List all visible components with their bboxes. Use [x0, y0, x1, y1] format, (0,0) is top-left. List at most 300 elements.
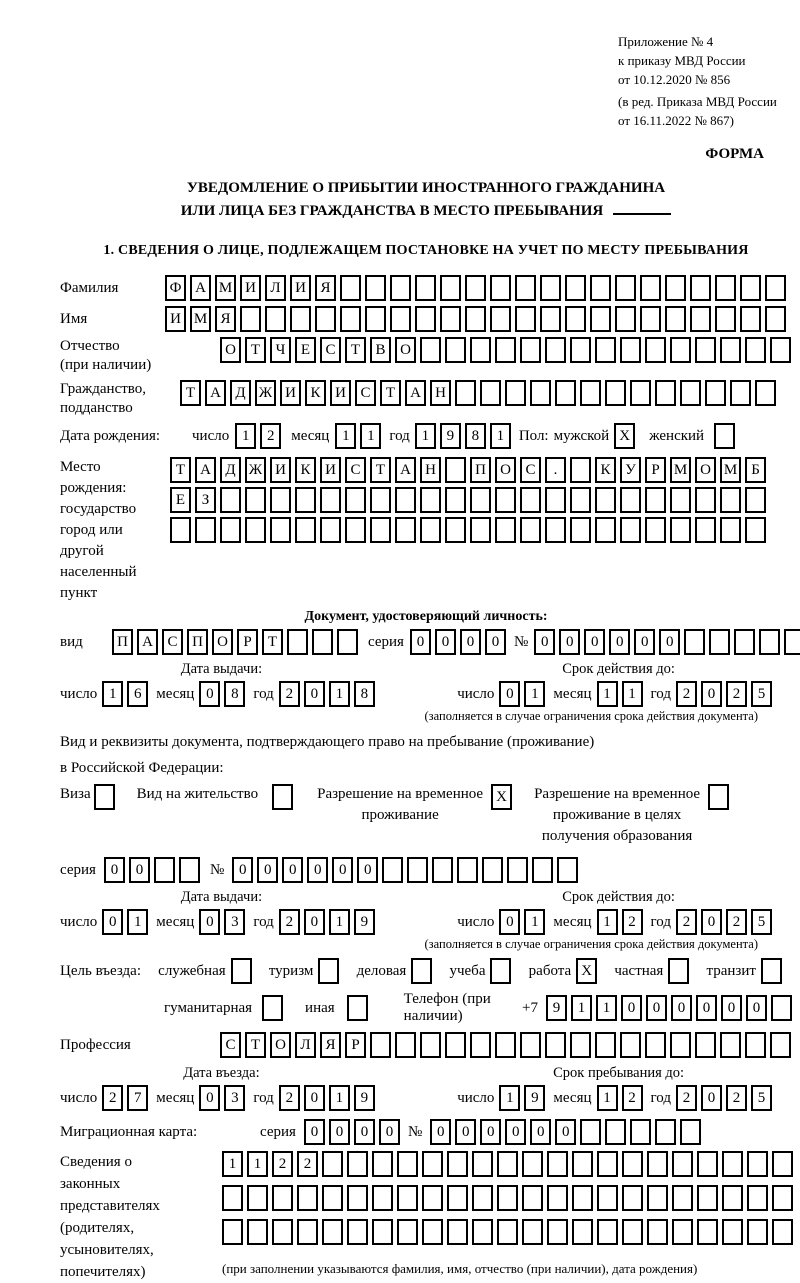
stay-day-cells[interactable]	[499, 1085, 545, 1111]
char-cell[interactable]	[595, 517, 616, 543]
char-cell[interactable]: 0	[199, 1085, 220, 1111]
char-cell[interactable]	[672, 1151, 693, 1177]
char-cell[interactable]	[680, 380, 701, 406]
char-cell[interactable]	[265, 306, 286, 332]
char-cell[interactable]	[540, 306, 561, 332]
issue-day-cells[interactable]	[102, 681, 148, 707]
char-cell[interactable]: И	[320, 457, 341, 483]
char-cell[interactable]	[420, 517, 441, 543]
char-cell[interactable]	[220, 517, 241, 543]
char-cell[interactable]: 1	[335, 423, 356, 449]
char-cell[interactable]: 1	[597, 681, 618, 707]
visa-checkbox[interactable]	[94, 784, 115, 810]
char-cell[interactable]: П	[187, 629, 208, 655]
char-cell[interactable]	[470, 1032, 491, 1058]
char-cell[interactable]	[695, 487, 716, 513]
char-cell[interactable]	[570, 1032, 591, 1058]
char-cell[interactable]: 2	[622, 909, 643, 935]
char-cell[interactable]	[245, 517, 266, 543]
char-cell[interactable]: 2	[622, 1085, 643, 1111]
char-cell[interactable]	[595, 487, 616, 513]
char-cell[interactable]: 0	[696, 995, 717, 1021]
char-cell[interactable]: 2	[272, 1151, 293, 1177]
char-cell[interactable]	[347, 1151, 368, 1177]
char-cell[interactable]	[630, 380, 651, 406]
char-cell[interactable]	[515, 275, 536, 301]
char-cell[interactable]: 9	[524, 1085, 545, 1111]
char-cell[interactable]: 1	[597, 1085, 618, 1111]
char-cell[interactable]: 0	[721, 995, 742, 1021]
char-cell[interactable]: 1	[329, 1085, 350, 1111]
char-cell[interactable]: Я	[215, 306, 236, 332]
char-cell[interactable]: 0	[555, 1119, 576, 1145]
char-cell[interactable]	[370, 487, 391, 513]
char-cell[interactable]: Л	[295, 1032, 316, 1058]
char-cell[interactable]: В	[370, 337, 391, 363]
char-cell[interactable]	[370, 1032, 391, 1058]
char-cell[interactable]	[547, 1185, 568, 1211]
char-cell[interactable]	[747, 1151, 768, 1177]
char-cell[interactable]	[520, 337, 541, 363]
char-cell[interactable]	[179, 857, 200, 883]
char-cell[interactable]: 0	[584, 629, 605, 655]
char-cell[interactable]	[759, 629, 780, 655]
char-cell[interactable]	[422, 1219, 443, 1245]
char-cell[interactable]: 8	[465, 423, 486, 449]
char-cell[interactable]: 9	[546, 995, 567, 1021]
char-cell[interactable]: Ж	[245, 457, 266, 483]
char-cell[interactable]: 5	[751, 909, 772, 935]
purpose-study-checkbox-cell[interactable]	[490, 958, 511, 984]
purpose-tourism-checkbox-cell[interactable]	[318, 958, 339, 984]
char-cell[interactable]: Т	[245, 337, 266, 363]
residence-valid-day-cells[interactable]	[499, 909, 545, 935]
char-cell[interactable]	[390, 306, 411, 332]
char-cell[interactable]: Я	[320, 1032, 341, 1058]
representatives-row-2[interactable]	[222, 1185, 793, 1211]
char-cell[interactable]: 0	[332, 857, 353, 883]
char-cell[interactable]: У	[620, 457, 641, 483]
purpose-work-checkbox-cell[interactable]: X	[576, 958, 597, 984]
char-cell[interactable]	[715, 275, 736, 301]
birth-day-cells[interactable]	[235, 423, 281, 449]
char-cell[interactable]: О	[495, 457, 516, 483]
char-cell[interactable]	[222, 1219, 243, 1245]
char-cell[interactable]: И	[165, 306, 186, 332]
char-cell[interactable]	[670, 487, 691, 513]
doc-kind-cells[interactable]	[112, 629, 358, 655]
char-cell[interactable]	[495, 337, 516, 363]
char-cell[interactable]: 0	[499, 909, 520, 935]
char-cell[interactable]: 1	[524, 681, 545, 707]
char-cell[interactable]	[272, 1185, 293, 1211]
char-cell[interactable]	[445, 517, 466, 543]
char-cell[interactable]	[695, 337, 716, 363]
char-cell[interactable]: 1	[235, 423, 256, 449]
char-cell[interactable]	[222, 1185, 243, 1211]
char-cell[interactable]	[740, 306, 761, 332]
char-cell[interactable]: Е	[170, 487, 191, 513]
char-cell[interactable]: 0	[621, 995, 642, 1021]
char-cell[interactable]: Т	[380, 380, 401, 406]
char-cell[interactable]: А	[205, 380, 226, 406]
char-cell[interactable]	[507, 857, 528, 883]
char-cell[interactable]: Т	[245, 1032, 266, 1058]
char-cell[interactable]	[645, 1032, 666, 1058]
char-cell[interactable]: 0	[646, 995, 667, 1021]
char-cell[interactable]: 0	[357, 857, 378, 883]
char-cell[interactable]: 2	[260, 423, 281, 449]
char-cell[interactable]	[220, 487, 241, 513]
char-cell[interactable]: Я	[315, 275, 336, 301]
char-cell[interactable]	[720, 487, 741, 513]
char-cell[interactable]	[295, 487, 316, 513]
char-cell[interactable]	[565, 306, 586, 332]
char-cell[interactable]: 2	[102, 1085, 123, 1111]
char-cell[interactable]	[195, 517, 216, 543]
char-cell[interactable]	[722, 1219, 743, 1245]
entry-month-cells[interactable]	[199, 1085, 245, 1111]
char-cell[interactable]	[690, 306, 711, 332]
char-cell[interactable]	[470, 337, 491, 363]
char-cell[interactable]	[697, 1151, 718, 1177]
char-cell[interactable]	[720, 1032, 741, 1058]
char-cell[interactable]: 1	[524, 909, 545, 935]
char-cell[interactable]: Р	[345, 1032, 366, 1058]
char-cell[interactable]	[445, 457, 466, 483]
char-cell[interactable]: И	[330, 380, 351, 406]
char-cell[interactable]: С	[520, 457, 541, 483]
char-cell[interactable]: 6	[127, 681, 148, 707]
char-cell[interactable]	[415, 306, 436, 332]
rvp-education-checkbox[interactable]	[708, 784, 729, 810]
char-cell[interactable]	[455, 380, 476, 406]
char-cell[interactable]: И	[240, 275, 261, 301]
char-cell[interactable]	[347, 1219, 368, 1245]
char-cell[interactable]	[705, 380, 726, 406]
char-cell[interactable]	[772, 1185, 793, 1211]
char-cell[interactable]	[620, 1032, 641, 1058]
valid-day-cells[interactable]	[499, 681, 545, 707]
char-cell[interactable]	[432, 857, 453, 883]
char-cell[interactable]	[245, 487, 266, 513]
char-cell[interactable]: 0	[307, 857, 328, 883]
representatives-row-1[interactable]	[222, 1151, 793, 1177]
char-cell[interactable]: 0	[257, 857, 278, 883]
char-cell[interactable]: 2	[726, 681, 747, 707]
char-cell[interactable]: М	[215, 275, 236, 301]
char-cell[interactable]	[495, 1032, 516, 1058]
char-cell[interactable]: С	[162, 629, 183, 655]
char-cell[interactable]: Ф	[165, 275, 186, 301]
birth-month-cells[interactable]	[335, 423, 381, 449]
char-cell[interactable]: 8	[354, 681, 375, 707]
char-cell[interactable]: С	[355, 380, 376, 406]
char-cell[interactable]: 0	[104, 857, 125, 883]
char-cell[interactable]	[297, 1185, 318, 1211]
char-cell[interactable]	[597, 1151, 618, 1177]
char-cell[interactable]: 0	[304, 909, 325, 935]
char-cell[interactable]	[734, 629, 755, 655]
char-cell[interactable]	[295, 517, 316, 543]
char-cell[interactable]	[557, 857, 578, 883]
char-cell[interactable]	[615, 306, 636, 332]
char-cell[interactable]: .	[545, 457, 566, 483]
char-cell[interactable]: 1	[596, 995, 617, 1021]
char-cell[interactable]	[445, 1032, 466, 1058]
char-cell[interactable]	[365, 306, 386, 332]
char-cell[interactable]	[720, 337, 741, 363]
phone-cells[interactable]	[546, 995, 792, 1021]
char-cell[interactable]: 2	[676, 681, 697, 707]
char-cell[interactable]: 2	[726, 909, 747, 935]
char-cell[interactable]	[620, 487, 641, 513]
char-cell[interactable]: 1	[247, 1151, 268, 1177]
char-cell[interactable]	[520, 1032, 541, 1058]
char-cell[interactable]: 0	[379, 1119, 400, 1145]
char-cell[interactable]: Р	[645, 457, 666, 483]
char-cell[interactable]	[390, 275, 411, 301]
char-cell[interactable]: 3	[224, 909, 245, 935]
char-cell[interactable]	[397, 1151, 418, 1177]
male-checkbox-cell[interactable]: X	[614, 423, 635, 449]
char-cell[interactable]: Т	[262, 629, 283, 655]
purpose-study-checkbox[interactable]	[490, 958, 511, 984]
residence-number-cells[interactable]	[232, 857, 578, 883]
char-cell[interactable]: 5	[751, 681, 772, 707]
char-cell[interactable]: 2	[297, 1151, 318, 1177]
char-cell[interactable]: 2	[726, 1085, 747, 1111]
residence-issue-year-cells[interactable]	[279, 909, 375, 935]
purpose-humanitarian-checkbox-cell[interactable]	[262, 995, 283, 1021]
representatives-row-3[interactable]	[222, 1219, 793, 1245]
char-cell[interactable]	[784, 629, 800, 655]
residence-issue-month-cells[interactable]	[199, 909, 245, 935]
char-cell[interactable]	[322, 1151, 343, 1177]
char-cell[interactable]: 0	[410, 629, 431, 655]
char-cell[interactable]: 0	[430, 1119, 451, 1145]
citizenship-cells[interactable]	[180, 380, 776, 406]
char-cell[interactable]: М	[190, 306, 211, 332]
char-cell[interactable]	[547, 1219, 568, 1245]
char-cell[interactable]	[645, 517, 666, 543]
char-cell[interactable]: 0	[559, 629, 580, 655]
purpose-business-checkbox-cell[interactable]	[411, 958, 432, 984]
char-cell[interactable]: Ж	[255, 380, 276, 406]
char-cell[interactable]	[272, 1219, 293, 1245]
char-cell[interactable]: 2	[279, 909, 300, 935]
char-cell[interactable]	[655, 380, 676, 406]
purpose-tourism-checkbox[interactable]	[318, 958, 339, 984]
char-cell[interactable]	[672, 1219, 693, 1245]
char-cell[interactable]	[532, 857, 553, 883]
char-cell[interactable]	[595, 1032, 616, 1058]
char-cell[interactable]: Е	[295, 337, 316, 363]
char-cell[interactable]	[395, 1032, 416, 1058]
char-cell[interactable]: С	[220, 1032, 241, 1058]
char-cell[interactable]	[297, 1219, 318, 1245]
char-cell[interactable]	[690, 275, 711, 301]
char-cell[interactable]	[545, 1032, 566, 1058]
char-cell[interactable]	[647, 1185, 668, 1211]
char-cell[interactable]	[647, 1219, 668, 1245]
char-cell[interactable]	[605, 380, 626, 406]
char-cell[interactable]	[415, 275, 436, 301]
char-cell[interactable]: О	[395, 337, 416, 363]
char-cell[interactable]	[547, 1151, 568, 1177]
char-cell[interactable]	[472, 1219, 493, 1245]
char-cell[interactable]	[372, 1185, 393, 1211]
char-cell[interactable]	[540, 275, 561, 301]
char-cell[interactable]	[770, 1032, 791, 1058]
purpose-business-checkbox[interactable]	[411, 958, 432, 984]
purpose-other-checkbox[interactable]	[347, 995, 368, 1021]
char-cell[interactable]	[447, 1151, 468, 1177]
char-cell[interactable]: А	[195, 457, 216, 483]
char-cell[interactable]	[655, 1119, 676, 1145]
char-cell[interactable]	[382, 857, 403, 883]
char-cell[interactable]	[407, 857, 428, 883]
entry-day-cells[interactable]	[102, 1085, 148, 1111]
char-cell[interactable]: А	[395, 457, 416, 483]
char-cell[interactable]	[322, 1219, 343, 1245]
char-cell[interactable]	[620, 517, 641, 543]
residence-permit-checkbox-cell[interactable]	[272, 784, 293, 810]
char-cell[interactable]	[270, 487, 291, 513]
visa-checkbox-cell[interactable]	[94, 784, 115, 810]
char-cell[interactable]: 0	[634, 629, 655, 655]
char-cell[interactable]	[312, 629, 333, 655]
char-cell[interactable]	[420, 337, 441, 363]
char-cell[interactable]: 0	[199, 681, 220, 707]
char-cell[interactable]: Р	[237, 629, 258, 655]
char-cell[interactable]	[490, 306, 511, 332]
char-cell[interactable]	[440, 306, 461, 332]
purpose-work-checkbox[interactable]	[576, 958, 597, 984]
char-cell[interactable]: 0	[102, 909, 123, 935]
char-cell[interactable]	[465, 275, 486, 301]
char-cell[interactable]	[497, 1219, 518, 1245]
char-cell[interactable]	[320, 517, 341, 543]
char-cell[interactable]	[730, 380, 751, 406]
char-cell[interactable]	[545, 337, 566, 363]
char-cell[interactable]	[490, 275, 511, 301]
char-cell[interactable]: Н	[420, 457, 441, 483]
purpose-transit-checkbox-cell[interactable]	[761, 958, 782, 984]
char-cell[interactable]	[670, 1032, 691, 1058]
char-cell[interactable]	[720, 517, 741, 543]
char-cell[interactable]	[397, 1219, 418, 1245]
doc-number-cells[interactable]	[534, 629, 800, 655]
char-cell[interactable]: С	[320, 337, 341, 363]
birth-place-row-3[interactable]	[170, 517, 766, 543]
char-cell[interactable]: 0	[354, 1119, 375, 1145]
char-cell[interactable]	[645, 337, 666, 363]
char-cell[interactable]: П	[112, 629, 133, 655]
char-cell[interactable]: 0	[746, 995, 767, 1021]
migration-number-cells[interactable]	[430, 1119, 701, 1145]
char-cell[interactable]	[522, 1219, 543, 1245]
char-cell[interactable]	[395, 487, 416, 513]
char-cell[interactable]	[709, 629, 730, 655]
char-cell[interactable]	[680, 1119, 701, 1145]
char-cell[interactable]: 0	[701, 681, 722, 707]
char-cell[interactable]	[647, 1151, 668, 1177]
char-cell[interactable]: 0	[485, 629, 506, 655]
char-cell[interactable]: 1	[597, 909, 618, 935]
char-cell[interactable]	[422, 1185, 443, 1211]
purpose-transit-checkbox[interactable]	[761, 958, 782, 984]
char-cell[interactable]	[447, 1219, 468, 1245]
valid-year-cells[interactable]	[676, 681, 772, 707]
char-cell[interactable]	[470, 517, 491, 543]
doc-series-cells[interactable]	[410, 629, 506, 655]
purpose-private-checkbox-cell[interactable]	[668, 958, 689, 984]
char-cell[interactable]	[247, 1219, 268, 1245]
char-cell[interactable]	[472, 1151, 493, 1177]
char-cell[interactable]	[545, 517, 566, 543]
char-cell[interactable]	[597, 1185, 618, 1211]
char-cell[interactable]: 9	[354, 1085, 375, 1111]
char-cell[interactable]	[570, 337, 591, 363]
char-cell[interactable]	[440, 275, 461, 301]
char-cell[interactable]: 1	[127, 909, 148, 935]
char-cell[interactable]	[347, 1185, 368, 1211]
rvp-checkbox-cell[interactable]: X	[491, 784, 512, 810]
char-cell[interactable]	[530, 380, 551, 406]
char-cell[interactable]: 1	[102, 681, 123, 707]
char-cell[interactable]	[640, 275, 661, 301]
char-cell[interactable]: Л	[265, 275, 286, 301]
char-cell[interactable]: 1	[360, 423, 381, 449]
char-cell[interactable]: 9	[440, 423, 461, 449]
char-cell[interactable]	[684, 629, 705, 655]
char-cell[interactable]	[670, 517, 691, 543]
char-cell[interactable]: А	[137, 629, 158, 655]
char-cell[interactable]	[372, 1151, 393, 1177]
char-cell[interactable]: 0	[304, 681, 325, 707]
char-cell[interactable]: 0	[671, 995, 692, 1021]
char-cell[interactable]	[320, 487, 341, 513]
char-cell[interactable]	[565, 275, 586, 301]
char-cell[interactable]: К	[295, 457, 316, 483]
char-cell[interactable]	[697, 1185, 718, 1211]
profession-cells[interactable]	[220, 1032, 791, 1058]
char-cell[interactable]	[572, 1185, 593, 1211]
char-cell[interactable]: О	[220, 337, 241, 363]
residence-valid-month-cells[interactable]	[597, 909, 643, 935]
char-cell[interactable]	[590, 275, 611, 301]
char-cell[interactable]	[520, 487, 541, 513]
char-cell[interactable]	[472, 1185, 493, 1211]
char-cell[interactable]: И	[270, 457, 291, 483]
char-cell[interactable]	[270, 517, 291, 543]
char-cell[interactable]	[595, 337, 616, 363]
char-cell[interactable]	[755, 380, 776, 406]
purpose-private-checkbox[interactable]	[668, 958, 689, 984]
char-cell[interactable]	[420, 1032, 441, 1058]
char-cell[interactable]	[620, 337, 641, 363]
char-cell[interactable]: 0	[505, 1119, 526, 1145]
char-cell[interactable]: 0	[609, 629, 630, 655]
char-cell[interactable]	[605, 1119, 626, 1145]
char-cell[interactable]	[465, 306, 486, 332]
char-cell[interactable]	[590, 306, 611, 332]
char-cell[interactable]	[695, 1032, 716, 1058]
birth-place-row-2[interactable]	[170, 487, 766, 513]
char-cell[interactable]: Д	[220, 457, 241, 483]
char-cell[interactable]	[247, 1185, 268, 1211]
